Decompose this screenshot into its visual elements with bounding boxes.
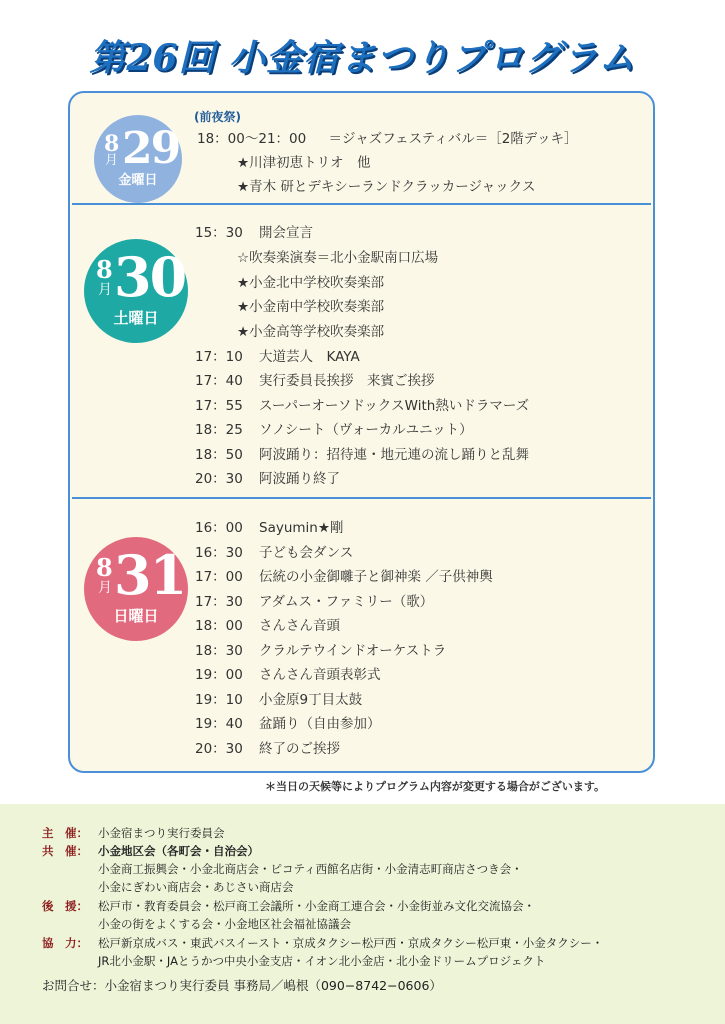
date-month: 8 — [96, 553, 113, 582]
event-text: 終了のご挨拶 — [259, 741, 340, 757]
event-text: クラルテウインドオーケストラ — [259, 643, 447, 659]
support-label: 後 援： — [42, 899, 88, 913]
event-text: 阿波踊り：招待連・地元連の流し踊りと乱舞 — [259, 447, 529, 463]
date-badge-31 — [84, 537, 188, 641]
event-text: スーパーオーソドックスWith熱いドラマーズ — [259, 398, 530, 414]
event-row: ☆吹奏楽演奏＝北小金駅南口広場 — [237, 250, 439, 266]
cooperation-line: JR北小金駅・JAとうかつ中央小金支店・イオン北小金店・北小金ドリームプロジェクト — [98, 954, 546, 968]
event-row — [195, 639, 446, 659]
divider — [72, 497, 651, 499]
event-time: 17：40 — [195, 373, 243, 389]
event-text: アダムス・ファミリー（歌） — [259, 594, 434, 610]
event-text: Sayumin★剛 — [259, 520, 344, 536]
event-time: 20：30 — [195, 741, 243, 757]
event-label: (前夜祭) — [194, 110, 241, 124]
date-month-unit: 月 — [98, 580, 112, 596]
event-time: 17：30 — [195, 594, 243, 610]
event-time: 20：30 — [195, 471, 243, 487]
cooperation-label: 協 力： — [42, 936, 88, 950]
contact-info: お問合せ：小金宿まつり実行委員 事務局／嶋根（090−8742−0606） — [42, 978, 442, 993]
cooperation-row — [42, 935, 603, 951]
event-time: 17：55 — [195, 398, 243, 414]
cohost-text: 小金地区会（各町会・自治会） — [98, 844, 259, 858]
date-month-unit: 月 — [105, 153, 119, 168]
date-weekday: 金曜日 — [118, 173, 158, 188]
organizer-label: 主 催： — [42, 826, 88, 840]
date-badge-30 — [84, 239, 188, 343]
event-row — [195, 737, 340, 757]
event-row — [195, 221, 313, 241]
event-text: 開会宣言 — [259, 225, 313, 241]
date-month-unit: 月 — [98, 282, 112, 298]
event-row — [197, 127, 578, 147]
event-text: 子ども会ダンス — [259, 545, 354, 561]
event-row — [195, 565, 493, 585]
event-row — [195, 712, 381, 732]
event-time: 16：30 — [195, 545, 243, 561]
event-text: さんさん音頭表彰式 — [259, 667, 381, 683]
event-time: 18：30 — [195, 643, 243, 659]
date-weekday: 土曜日 — [113, 309, 159, 327]
cohost-line: 小金にぎわい商店会・あじさい商店会 — [98, 880, 294, 894]
cohost-label: 共 催： — [42, 844, 88, 858]
event-time: 17：00 — [195, 569, 243, 585]
event-time: 19：40 — [195, 716, 243, 732]
event-row — [195, 590, 433, 610]
event-row — [195, 369, 435, 389]
support-line: 小金の街をよくする会・小金地区社会福祉協議会 — [98, 917, 351, 931]
event-text: ソノシート（ヴォーカルユニット） — [259, 422, 473, 438]
event-row — [195, 663, 381, 683]
event-text: さんさん音頭 — [259, 618, 340, 634]
date-badge-29 — [94, 115, 182, 203]
event-row — [195, 614, 340, 634]
date-day: 31 — [114, 543, 186, 607]
event-text: 実行委員長挨拶 来賓ご挨拶 — [259, 373, 435, 389]
cooperation-text: 松戸新京成バス・東武バスイースト・京成タクシー松戸西・京成タクシー松戸東・小金タクシー・ — [98, 936, 604, 950]
event-row — [195, 418, 473, 438]
page-title: 第26回 小金宿まつりプログラム — [89, 37, 636, 79]
event-row — [195, 541, 353, 561]
event-row: ★川津初恵トリオ 他 — [237, 155, 371, 171]
event-time: 18：00〜21：00 — [197, 131, 307, 147]
event-row: ★小金北中学校吹奏楽部 — [237, 275, 385, 291]
event-row — [195, 688, 362, 708]
event-text: 大道芸人 KAYA — [259, 349, 360, 365]
event-row — [195, 516, 343, 536]
event-text: 阿波踊り終了 — [259, 471, 340, 487]
organizer-row — [42, 825, 225, 841]
event-row: ★青木 研とデキシーランドクラッカージャックス — [237, 179, 536, 195]
divider — [72, 203, 651, 205]
weather-note: ＊当日の天候等によりプログラム内容が変更する場合がございます。 — [265, 780, 606, 793]
event-row: ★小金南中学校吹奏楽部 — [237, 299, 385, 315]
event-text: 盆踊り（自由参加） — [259, 716, 381, 732]
event-row — [195, 394, 529, 414]
event-time: 19：00 — [195, 667, 243, 683]
organizer-text: 小金宿まつり実行委員会 — [98, 826, 225, 840]
cohost-row — [42, 843, 259, 859]
event-row — [195, 345, 360, 365]
date-month: 8 — [104, 131, 120, 157]
event-time: 17：10 — [195, 349, 243, 365]
event-text: ＝ジャズフェスティバル＝［2階デッキ］ — [328, 131, 578, 147]
support-text: 松戸市・教育委員会・松戸商工会議所・小金商工連合会・小金街並み文化交流協会・ — [98, 899, 535, 913]
event-text: 伝統の小金御囃子と御神楽 ／子供神輿 — [259, 569, 493, 585]
date-month: 8 — [96, 255, 113, 284]
date-day: 29 — [122, 123, 180, 174]
date-weekday: 日曜日 — [113, 607, 159, 625]
cohost-line: 小金商工振興会・小金北商店会・ピコティ西館名店街・小金清志町商店さつき会・ — [98, 862, 523, 876]
event-time: 18：00 — [195, 618, 243, 634]
support-row — [42, 898, 535, 914]
event-time: 18：25 — [195, 422, 243, 438]
event-row — [195, 467, 340, 487]
event-row — [195, 443, 529, 463]
event-time: 19：10 — [195, 692, 243, 708]
date-day: 30 — [114, 245, 186, 309]
event-row: ★小金高等学校吹奏楽部 — [237, 324, 385, 340]
event-time: 16：00 — [195, 520, 243, 536]
event-time: 15：30 — [195, 225, 243, 241]
sponsor-footer — [0, 804, 725, 1024]
event-time: 18：50 — [195, 447, 243, 463]
event-text: 小金原9丁目太鼓 — [259, 692, 363, 708]
